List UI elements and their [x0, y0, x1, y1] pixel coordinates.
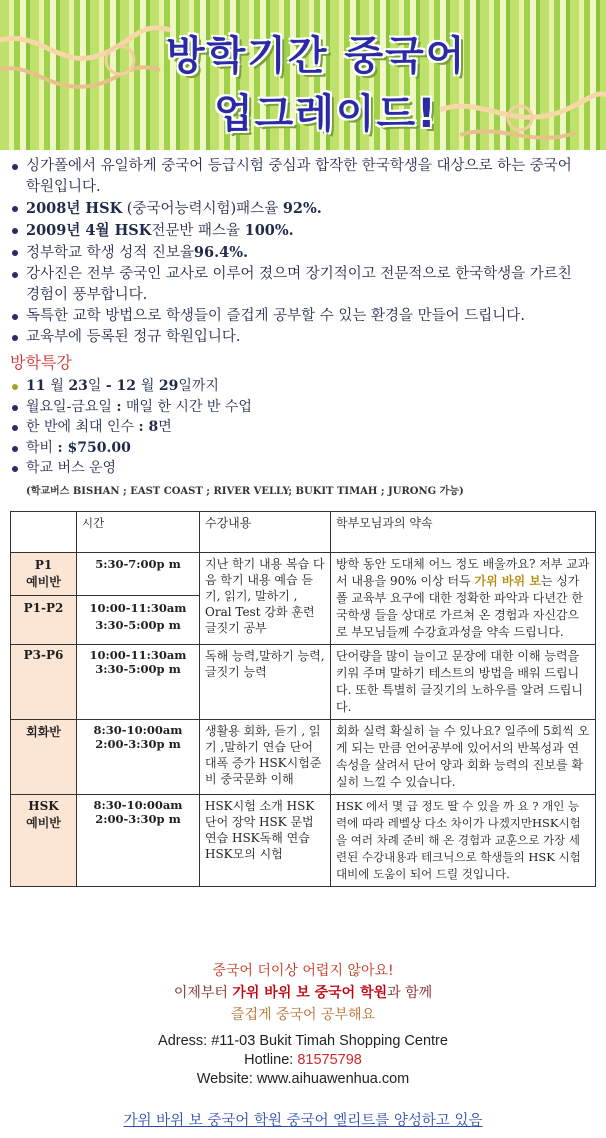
table-row: [11, 795, 596, 887]
special-item-dates: 11 월 23일 - 12 월 29일까지: [10, 376, 590, 397]
table-header-row: [11, 512, 596, 553]
class-promise: 회화 실력 확실히 늘 수 있나요? 일주에 5회씩 오게 되는 만큼 언어공부에 있어서의 반복성과 연속성을 살려서 단어 양과 회화 능력의 진보를 확실히 느낄 수 있습니다.: [331, 720, 596, 795]
special-course-title: 방학특강: [10, 353, 72, 372]
special-course-list: [10, 376, 590, 479]
table-row: [11, 553, 596, 645]
class-promise: 단어량을 많이 늘이고 문장에 대한 이해 능력을 키워 주며 말하기 테스트의 방법을 배워 드립니다. 또한 특별히 글짓기의 노하우를 알려 드립니다.: [331, 645, 596, 720]
special-item-fee: 학비 : $750.00: [10, 438, 590, 459]
class-label: HSK 예비반: [11, 795, 77, 887]
schedule-table: [10, 511, 596, 887]
table-header-cell: [11, 512, 77, 553]
table-header-cell: 학부모님과의 약속: [331, 512, 596, 553]
intro-item: 2009년 4월 HSK전문반 패스율 100%.: [10, 220, 590, 242]
class-label: 회화반: [11, 720, 77, 795]
address-text: Adress: #11-03 Bukit Timah Shopping Centre: [158, 1033, 448, 1049]
special-item-bus: 학교 버스 운영: [10, 458, 590, 479]
website-text[interactable]: Website: www.aihuawenhua.com: [196, 1071, 410, 1087]
table-header-cell: 수강내용: [200, 512, 331, 553]
class-content: 지난 학기 내용 복습 다음 학기 내용 예습 듣기, 읽기, 말하기 , Oral Test 강화 훈련 글짓기 공부: [200, 553, 331, 645]
bus-routes-note: (학교버스 BISHAN ; EAST COAST ; RIVER VELLY; BUKIT TIMAH ; JURONG 가능): [26, 486, 464, 497]
banner-title-line2: 업그레이드!: [214, 91, 438, 137]
header-banner: [0, 0, 606, 150]
class-promise: HSK 에서 몇 급 정도 딸 수 있을 까 요 ? 개인 능력에 따라 레벨상 다소 차이가 나겠지만HSK시험을 여러 차례 준비 해 온 경험과 교훈으로 가장 세련된 수강내용과 테크닉으로 학생들의 HSK 시험 대비에 도움이 되어 드릴 것입니다.: [331, 795, 596, 887]
promo-line2: 이제부터 가위 바위 보 중국어 학원과 함께: [173, 985, 433, 1001]
table-header-cell: 시간: [77, 512, 200, 553]
intro-item: 강사진은 전부 중국인 교사로 이루어 졌으며 장기적이고 전문적으로 한국학생을 가르친 경험이 풍부합니다.: [10, 264, 590, 306]
footer-link[interactable]: 가위 바위 보 중국어 학원 중국어 엘리트를 양성하고 있음: [123, 1113, 483, 1129]
hotline-text: Hotline: 81575798: [244, 1052, 362, 1068]
class-time: 8:30-10:00am 2:00-3:30p m: [77, 720, 200, 795]
promo-line3: 즐겁게 중국어 공부해요: [230, 1007, 376, 1023]
class-content: HSK시험 소개 HSK 단어 장악 HSK 문법 연습 HSK독해 연습 HSK모의 시험: [200, 795, 331, 887]
intro-item: 독특한 교학 방법으로 학생들이 즐겁게 공부할 수 있는 환경을 만들어 드립니다.: [10, 306, 590, 327]
class-time: 5:30-7:00p m 10:00-11:30am 3:30-5:00p m: [77, 553, 200, 645]
promo-line1: 중국어 더이상 어렵지 않아요!: [212, 963, 394, 979]
class-time: 10:00-11:30am 3:30-5:00p m: [77, 645, 200, 720]
table-row: [11, 720, 596, 795]
banner-title-line1: 방학기간 중국어: [166, 33, 467, 79]
class-label: P1 예비반 P1-P2: [11, 553, 77, 645]
table-row: [11, 645, 596, 720]
class-label: P3-P6: [11, 645, 77, 720]
intro-item: 정부학교 학생 성적 진보율96.4%.: [10, 242, 590, 264]
intro-item: 교육부에 등록된 정규 학원입니다.: [10, 327, 590, 348]
intro-item: 2008년 HSK (중국어능력시험)패스율 92%.: [10, 198, 590, 220]
intro-item: 싱가폴에서 유일하게 중국어 등급시험 중심과 합작한 한국학생을 대상으로 하는 중국어 학원입니다.: [10, 156, 590, 198]
class-time: 8:30-10:00am 2:00-3:30p m: [77, 795, 200, 887]
class-content: 생활용 회화, 듣기 , 읽기 ,말하기 연습 단어 대폭 증가 HSK시험준비 중국문화 이해: [200, 720, 331, 795]
special-item-schedule: 월요일-금요일 : 매일 한 시간 반 수업: [10, 397, 590, 418]
class-content: 독해 능력,말하기 능력,글짓기 능력: [200, 645, 331, 720]
class-promise: 방학 동안 도대체 어느 정도 배울까요? 저부 교과서 내용을 90% 이상 터득 가위 바위 보는 싱가폴 교육부 요구에 대한 정확한 파악과 다년간 한국학생 들을 상대로 가르쳐 온 경험과 자신감으로 부모님들께 수강효과성을 약속 드립니다.: [331, 553, 596, 645]
special-item-class-size: 한 반에 최대 인수 : 8면: [10, 417, 590, 438]
intro-list: [10, 156, 590, 348]
